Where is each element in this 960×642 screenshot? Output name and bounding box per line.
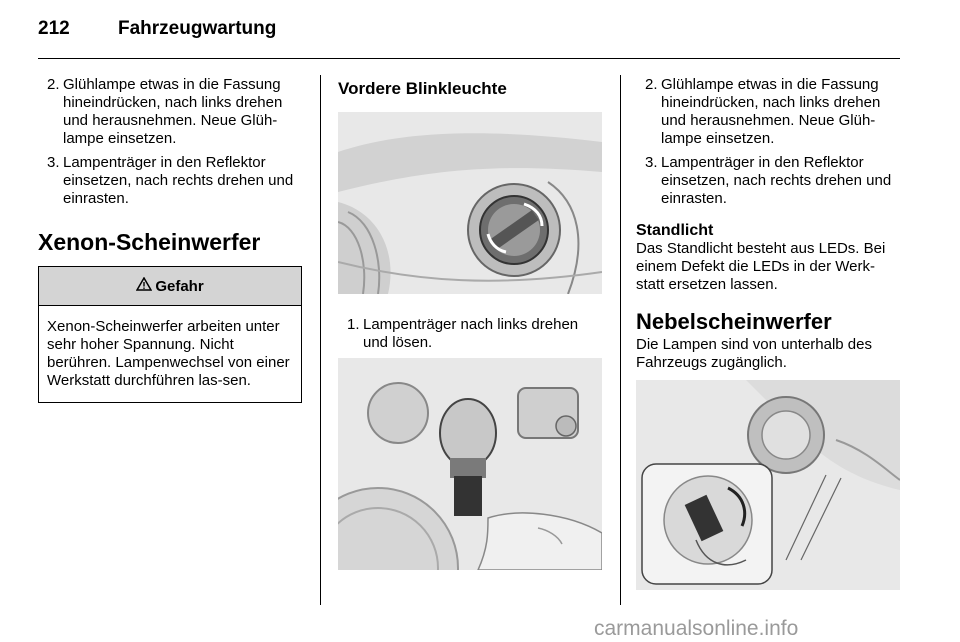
- section-title-xenon: Xenon-Scheinwerfer: [38, 229, 261, 255]
- nebel-text: Die Lampen sind von unterhalb des Fahrzeugs zugänglich.: [636, 336, 872, 371]
- step-text: Lampenträger in den Reflektor einsetzen, nach rechts drehen und einrasten.: [63, 154, 294, 207]
- step-text: Glühlampe etwas in die Fassung hineindrücken, nach links drehen und herausnehmen. Neue Glüh-lampe einsetzen.: [661, 76, 881, 147]
- step-text: Lampenträger nach links drehen und lösen.: [363, 316, 579, 351]
- step-number: 2.: [47, 76, 60, 93]
- column-right: [636, 76, 902, 590]
- step-text: Lampenträger in den Reflektor einsetzen, nach rechts drehen und einrasten.: [661, 154, 892, 207]
- fog-light-illustration: [636, 380, 900, 590]
- section-title-blinkleuchte: Vordere Blinkleuchte: [338, 79, 507, 98]
- warning-title: Gefahr: [155, 277, 204, 295]
- column-divider-right: [620, 75, 621, 605]
- watermark-text: carmanualsonline.info: [594, 617, 799, 640]
- step-item: [38, 76, 304, 148]
- warning-text: Xenon-Scheinwerfer arbeiten unter sehr hoher Spannung. Nicht berühren. Lampenwechsel von einer Werkstatt durchführen las-sen.: [47, 318, 290, 389]
- section-title-nebel: Nebelscheinwerfer: [636, 309, 832, 334]
- step-list: [38, 76, 304, 208]
- step-number: 2.: [645, 76, 658, 93]
- step-number: 1.: [347, 316, 360, 333]
- section-title-standlicht: Standlicht: [636, 222, 714, 239]
- warning-box: [38, 266, 302, 403]
- step-number: 3.: [47, 154, 60, 171]
- step-item: [636, 154, 902, 208]
- step-item: [338, 316, 604, 352]
- step-item: [636, 76, 902, 148]
- bulb-holder-illustration: [338, 358, 602, 570]
- step-text: Glühlampe etwas in die Fassung hineindrücken, nach links drehen und herausnehmen. Neue Glüh-lampe einsetzen.: [63, 76, 283, 147]
- column-divider-left: [320, 75, 321, 605]
- warning-header: [39, 267, 301, 306]
- page-number: 212: [38, 18, 70, 39]
- column-middle: [338, 76, 604, 570]
- step-number: 3.: [645, 154, 658, 171]
- step-item: [38, 154, 304, 208]
- chapter-title: Fahrzeugwartung: [118, 18, 277, 39]
- turn-signal-illustration: [338, 112, 602, 294]
- step-list: [338, 316, 604, 352]
- step-list: [636, 76, 902, 208]
- warning-triangle-icon: [136, 277, 152, 295]
- column-left: [38, 76, 304, 403]
- standlicht-text: Das Standlicht besteht aus LEDs. Bei einem Defekt die LEDs in der Werk-statt ersetzen lassen.: [636, 240, 886, 293]
- header-rule: [38, 58, 900, 59]
